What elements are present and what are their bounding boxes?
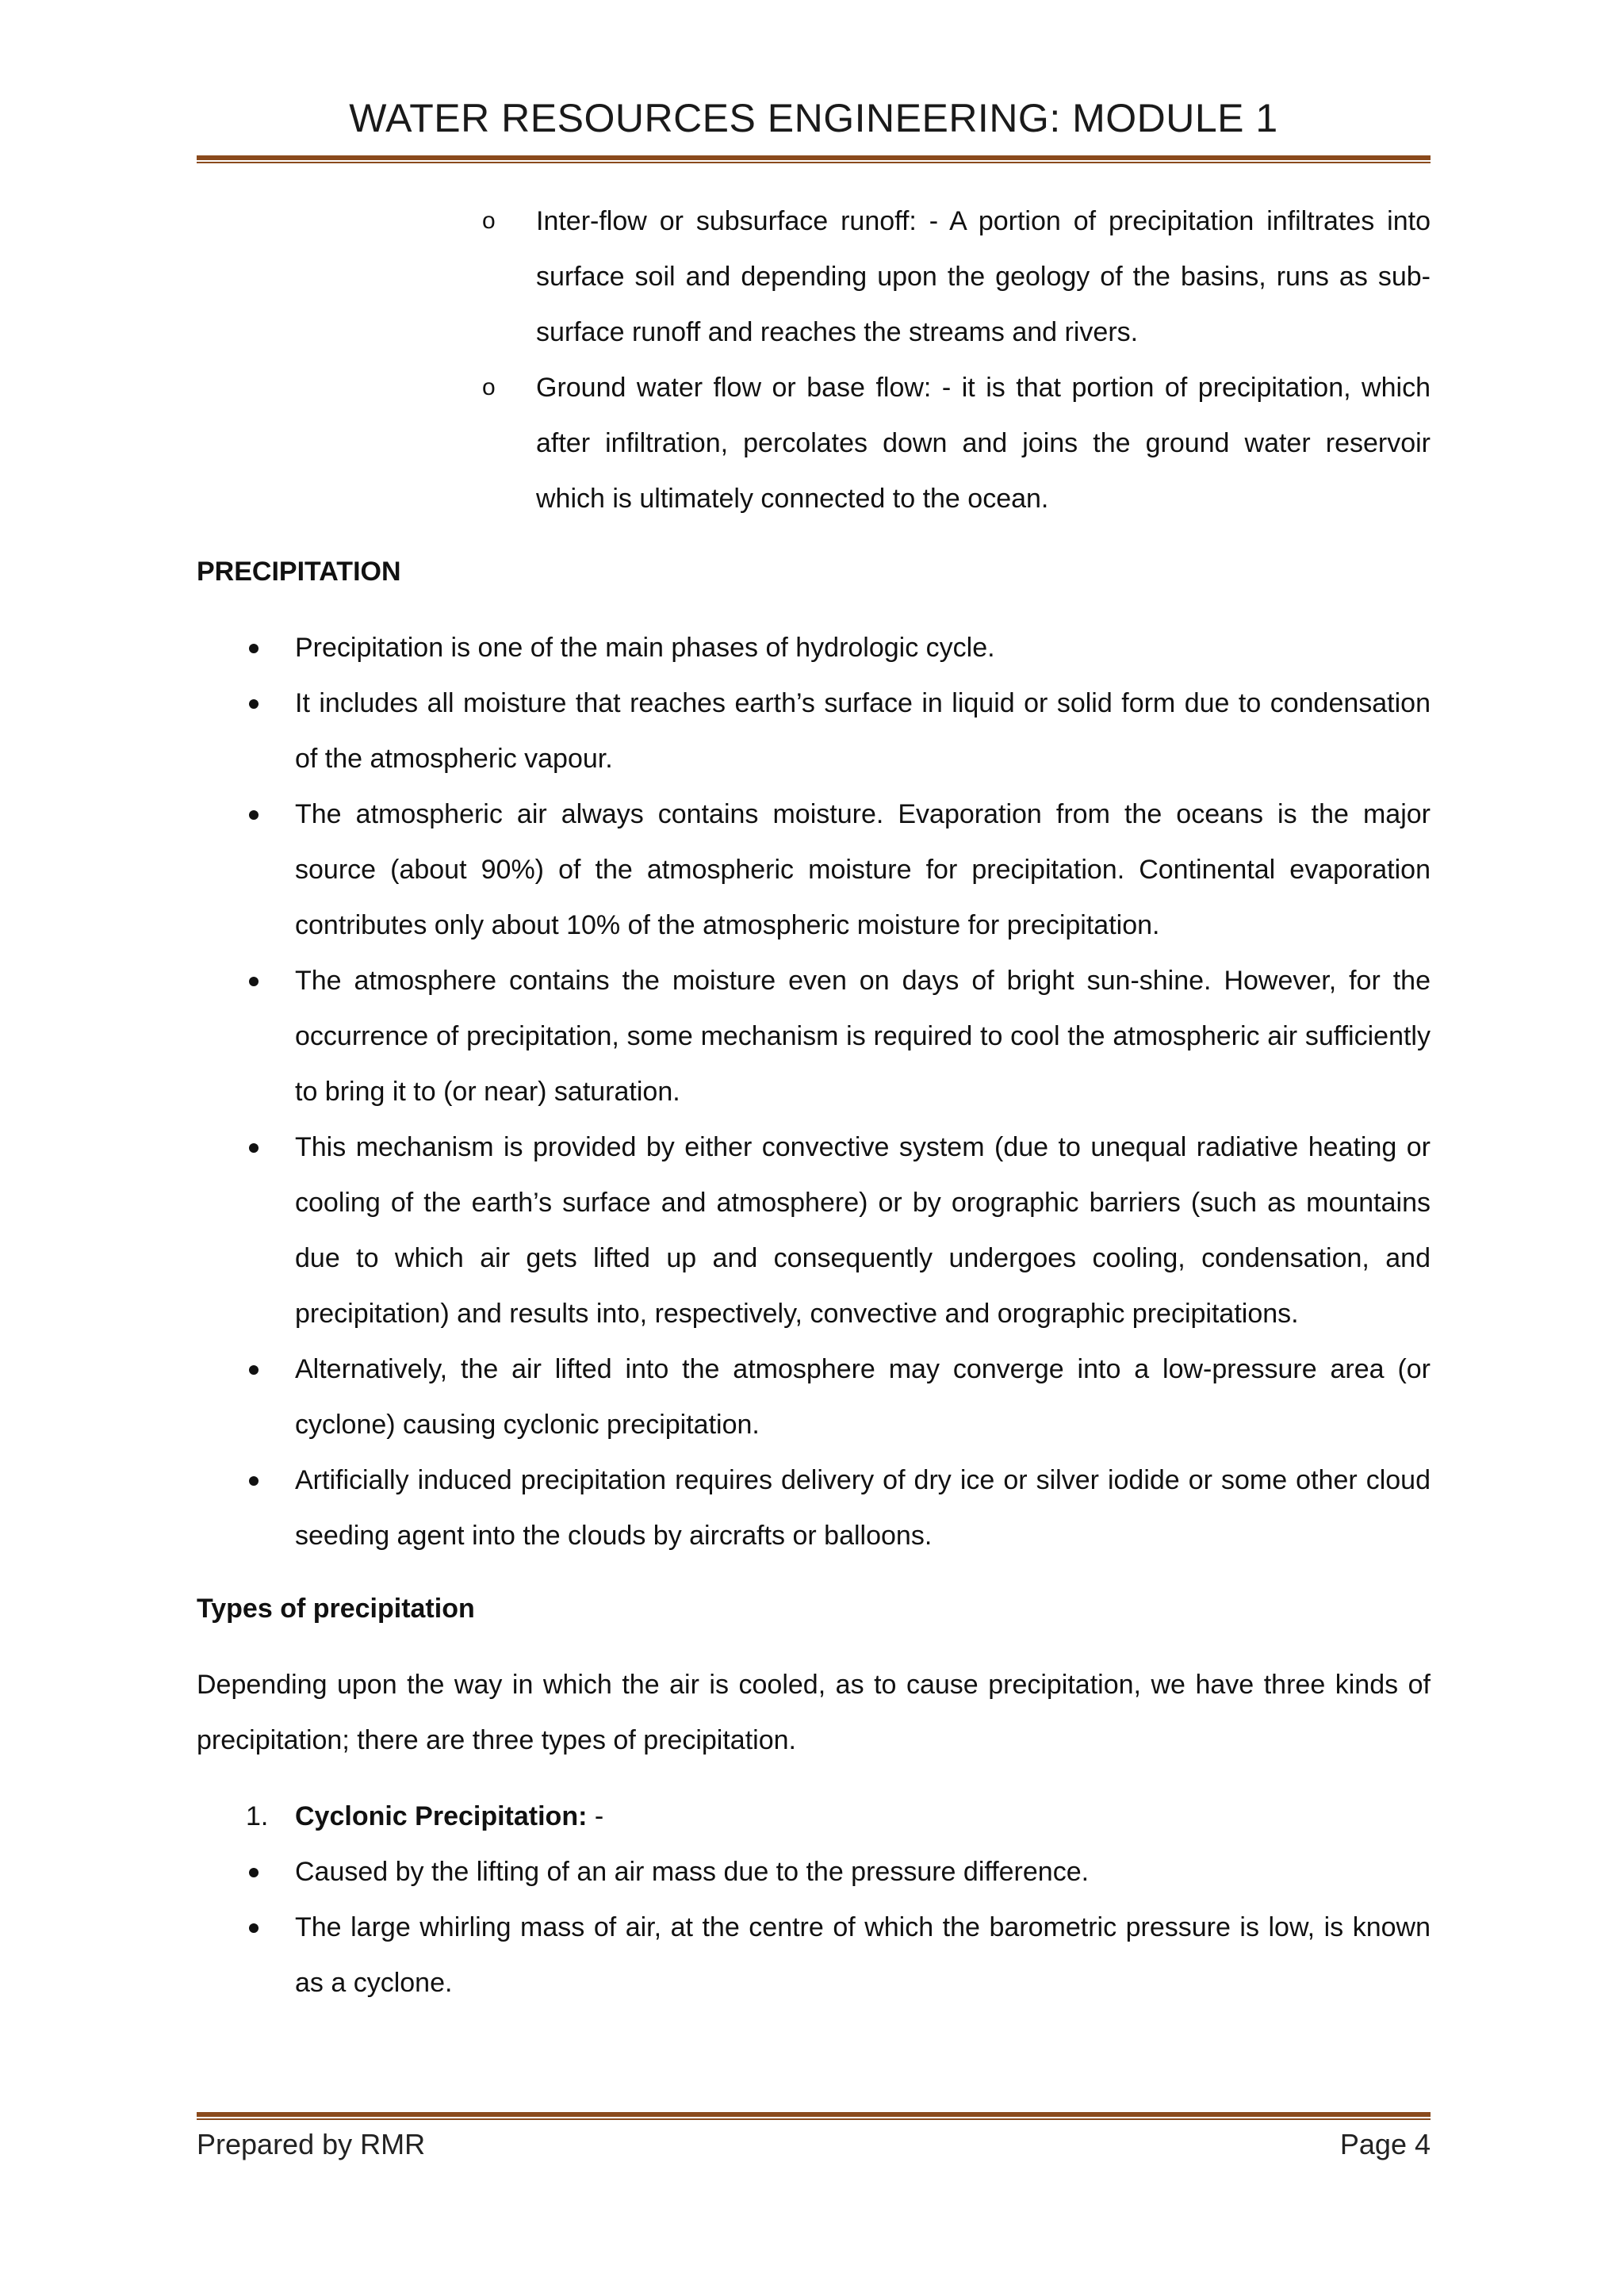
item-number: 1.	[246, 1801, 269, 1831]
list-item-text: Caused by the lifting of an air mass due to the pressure difference.	[295, 1857, 1090, 1887]
bullet-icon	[249, 1143, 259, 1153]
list-item	[482, 193, 1431, 360]
numbered-item-cyclonic	[197, 1789, 1431, 1844]
list-item-text: The atmosphere contains the moisture even on days of bright sun-shine. However, for the occurrence of precipitation, some mechanism is required to cool the atmospheric air sufficiently to bring it to (or near) saturation.	[295, 966, 1431, 1107]
hollow-bullet-marker: o	[482, 374, 496, 400]
footer-rule-thin	[197, 2118, 1431, 2120]
list-item-text: The atmospheric air always contains moisture. Evaporation from the oceans is the major source (about 90%) of the atmospheric moisture for precipitation. Continental evaporation contributes only about 10% of the atmospheric moisture for precipitation.	[295, 799, 1431, 940]
list-item	[197, 1900, 1431, 2011]
list-item-text: It includes all moisture that reaches earth’s surface in liquid or solid form due to condensation of the atmospheric vapour.	[295, 688, 1431, 774]
item-suffix: -	[587, 1801, 604, 1831]
header-rule-thick	[197, 155, 1431, 160]
item-title: Cyclonic Precipitation:	[295, 1801, 588, 1831]
list-item	[197, 675, 1431, 786]
page-header-title: WATER RESOURCES ENGINEERING: MODULE 1	[349, 96, 1278, 140]
document-page	[197, 0, 1431, 2296]
bullet-icon	[249, 1923, 259, 1933]
bullet-icon	[249, 699, 259, 709]
bullet-icon	[249, 810, 259, 820]
list-item-text: Precipitation is one of the main phases of hydrologic cycle.	[295, 633, 995, 663]
list-item	[482, 360, 1431, 526]
list-item-text: The large whirling mass of air, at the centre of which the barometric pressure is low, is known as a cyclone.	[295, 1912, 1431, 1998]
bullet-icon	[249, 644, 259, 653]
bullet-icon	[249, 977, 259, 986]
list-item-text: Ground water flow or base flow: - it is that portion of precipitation, which after infiltration, percolates down and joins the ground water reservoir which is ultimately connected to the ocean.	[536, 373, 1431, 514]
bullet-icon	[249, 1365, 259, 1375]
precipitation-bullet-list	[197, 620, 1431, 1563]
list-item	[197, 1119, 1431, 1341]
section-heading-types: Types of precipitation	[197, 1594, 475, 1624]
bullet-icon	[249, 1476, 259, 1486]
list-item	[197, 1844, 1431, 1900]
list-item-text: Artificially induced precipitation requires delivery of dry ice or silver iodide or some other cloud seeding agent into the clouds by aircrafts or balloons.	[295, 1465, 1431, 1551]
footer-page-number: Page 4	[1339, 2128, 1431, 2160]
header-rule-thin	[197, 162, 1431, 163]
document-body	[197, 193, 1431, 2011]
cyclonic-bullet-list	[197, 1844, 1431, 2011]
section-heading-precipitation: PRECIPITATION	[197, 557, 401, 587]
list-item-text: Inter-flow or subsurface runoff: - A portion of precipitation infiltrates into surface soil and depending upon the geology of the basins, runs as sub-surface runoff and reaches the streams and rivers.	[536, 206, 1431, 347]
list-item	[197, 953, 1431, 1119]
list-item	[197, 1341, 1431, 1452]
types-intro-paragraph: Depending upon the way in which the air is cooled, as to cause precipitation, we have three kinds of precipitation; there are three types of precipitation.	[197, 1670, 1431, 1755]
runoff-sub-list	[482, 193, 1431, 526]
list-item	[197, 1452, 1431, 1563]
footer-author: Prepared by RMR	[197, 2128, 426, 2160]
list-item-text: Alternatively, the air lifted into the atmosphere may converge into a low-pressure area (or cyclone) causing cyclonic precipitation.	[295, 1354, 1431, 1440]
bullet-icon	[249, 1868, 259, 1877]
footer-rule-thick	[197, 2112, 1431, 2117]
list-item	[197, 786, 1431, 953]
list-item-text: This mechanism is provided by either convective system (due to unequal radiative heating or cooling of the earth’s surface and atmosphere) or by orographic barriers (such as mountains due to which air gets lifted up and consequently undergoes cooling, condensation, and precipitation) and results into, respectively, convective and orographic precipitations.	[295, 1132, 1431, 1329]
list-item	[197, 620, 1431, 675]
hollow-bullet-marker: o	[482, 208, 496, 234]
